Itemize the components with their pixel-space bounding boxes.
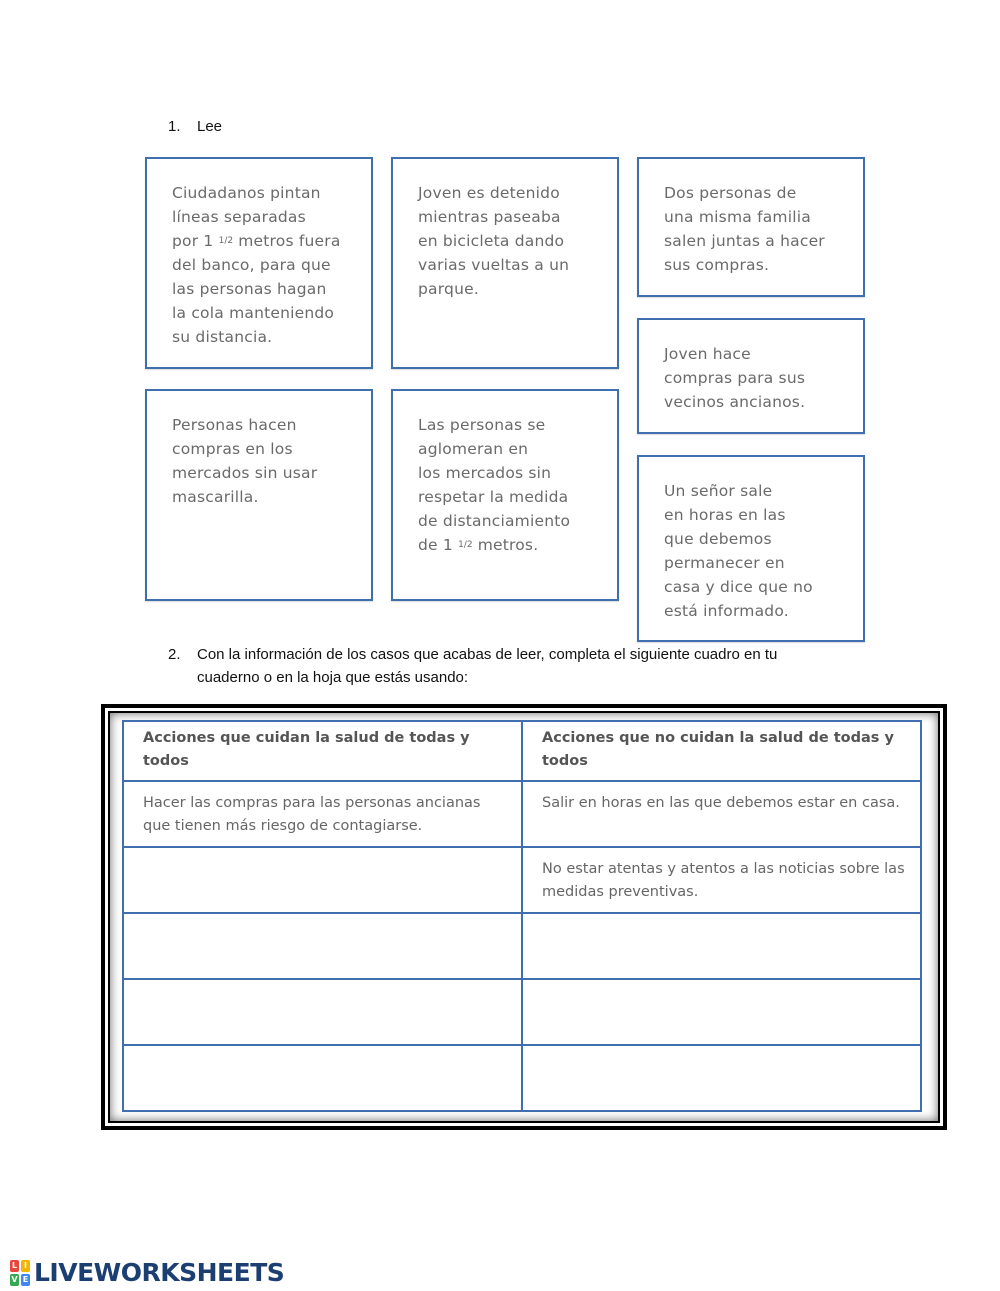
instruction-number: 2. <box>168 646 181 663</box>
case-card-4 <box>637 318 865 434</box>
table-row <box>123 781 921 847</box>
fraction: 1/2 <box>218 236 234 246</box>
card-line: vecinos ancianos. <box>664 393 806 411</box>
case-card-6 <box>391 389 619 601</box>
card-line: mascarilla. <box>172 488 259 506</box>
card-line: salen juntas a hacer <box>664 232 825 250</box>
cell-no-cuidan[interactable] <box>522 979 921 1045</box>
actions-table <box>122 720 922 1112</box>
card-line: una misma familia <box>664 208 811 226</box>
table-frame <box>101 704 947 1130</box>
logo-text: LIVEWORKSHEETS <box>34 1258 285 1287</box>
card-line: permanecer en <box>664 554 785 572</box>
table-row <box>123 979 921 1045</box>
table-row <box>123 1045 921 1111</box>
card-line: Dos personas de <box>664 184 797 202</box>
card-line: por 1 1/2 metros fuera <box>172 232 341 250</box>
card-line: los mercados sin <box>418 464 552 482</box>
card-line: parque. <box>418 280 479 298</box>
card-line: del banco, para que <box>172 256 331 274</box>
instruction-text-line-1: Con la información de los casos que acabas de leer, completa el siguiente cuadro en tu <box>197 646 778 663</box>
table-row <box>123 847 921 913</box>
cell-cuidan[interactable] <box>123 979 522 1045</box>
card-line: compras para sus <box>664 369 806 387</box>
cell-cuidan[interactable] <box>123 913 522 979</box>
card-line: Joven hace <box>664 345 751 363</box>
header-no-cuidan: Acciones que no cuidan la salud de todas y todos <box>522 721 921 781</box>
card-line: que debemos <box>664 530 772 548</box>
card-line: casa y dice que no <box>664 578 813 596</box>
card-line: respetar la medida <box>418 488 569 506</box>
card-line: su distancia. <box>172 328 273 346</box>
card-line: sus compras. <box>664 256 770 274</box>
card-line: varias vueltas a un <box>418 256 570 274</box>
card-line: Personas hacen <box>172 416 297 434</box>
card-line: de distanciamiento <box>418 512 571 530</box>
table-header-row <box>123 721 921 781</box>
table-row <box>123 913 921 979</box>
liveworksheets-logo-icon <box>10 1260 30 1286</box>
card-line: Joven es detenido <box>418 184 560 202</box>
instruction-text: Lee <box>197 118 223 135</box>
cell-no-cuidan[interactable] <box>522 1045 921 1111</box>
logo-mark-l: L <box>11 1260 18 1270</box>
card-line: aglomeran en <box>418 440 529 458</box>
instruction-1 <box>168 115 222 138</box>
instruction-number: 1. <box>168 118 181 135</box>
cell-no-cuidan[interactable]: No estar atentas y atentos a las noticias sobre las medidas preventivas. <box>522 847 921 913</box>
logo-mark-e: E <box>22 1274 29 1284</box>
cell-no-cuidan[interactable]: Salir en horas en las que debemos estar en casa. <box>522 781 921 847</box>
card-line: mercados sin usar <box>172 464 318 482</box>
card-line: está informado. <box>664 602 789 620</box>
cell-cuidan[interactable] <box>123 847 522 913</box>
cell-no-cuidan[interactable] <box>522 913 921 979</box>
card-line: Las personas se <box>418 416 546 434</box>
card-line: en bicicleta dando <box>418 232 565 250</box>
case-card-3 <box>637 157 865 297</box>
header-cuidan: Acciones que cuidan la salud de todas y todos <box>123 721 522 781</box>
instruction-2 <box>168 643 778 686</box>
card-line: líneas separadas <box>172 208 306 226</box>
liveworksheets-logo[interactable] <box>10 1258 284 1287</box>
card-line: compras en los <box>172 440 293 458</box>
card-line: de 1 1/2 metros. <box>418 536 539 554</box>
cell-cuidan[interactable]: Hacer las compras para las personas ancianas que tienen más riesgo de contagiarse. <box>123 781 522 847</box>
case-card-7 <box>637 455 865 642</box>
case-card-2 <box>391 157 619 369</box>
logo-mark-i: I <box>21 1260 30 1272</box>
card-line: Un señor sale <box>664 482 773 500</box>
card-line: mientras paseaba <box>418 208 561 226</box>
instruction-text-line-2: cuaderno o en la hoja que estás usando: <box>197 669 469 686</box>
card-line: las personas hagan <box>172 280 327 298</box>
logo-mark-v: V <box>11 1274 18 1284</box>
case-card-1 <box>145 157 373 369</box>
card-line: en horas en las <box>664 506 786 524</box>
card-line: Ciudadanos pintan <box>172 184 321 202</box>
fraction: 1/2 <box>458 540 473 550</box>
cell-cuidan[interactable] <box>123 1045 522 1111</box>
card-line: la cola manteniendo <box>172 304 335 322</box>
case-card-5 <box>145 389 373 601</box>
